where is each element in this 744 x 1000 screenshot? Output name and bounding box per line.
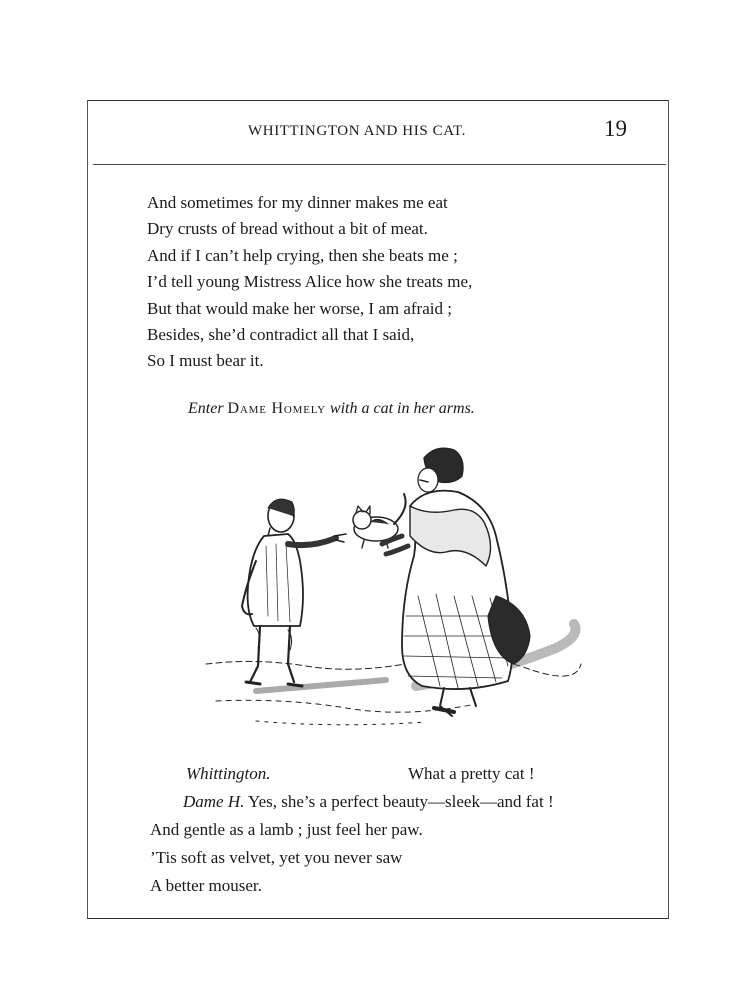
page-number: 19 xyxy=(604,116,627,141)
stage-rest: with a cat in her arms. xyxy=(329,400,475,417)
speech-whittington: What a pretty cat ! xyxy=(408,764,535,783)
verse-line: I’d tell young Mistress Alice how she treats me, xyxy=(147,272,473,292)
verse-line: So I must bear it. xyxy=(147,351,264,371)
boy-figure xyxy=(242,499,346,686)
engraving-illustration xyxy=(196,436,586,748)
speaker-whittington: Whittington. xyxy=(186,764,271,783)
dialogue-block xyxy=(150,760,650,900)
dialogue-line xyxy=(150,760,650,788)
dialogue-line: And gentle as a lamb ; just feel her paw. xyxy=(150,820,423,839)
character-name: Dame Homely xyxy=(227,400,326,417)
verse-line: Dry crusts of bread without a bit of meat. xyxy=(147,219,428,239)
stage-direction xyxy=(188,400,475,418)
dame-figure xyxy=(382,448,530,716)
dialogue-line xyxy=(150,788,650,816)
header-rule xyxy=(93,164,666,165)
verse-line: But that would make her worse, I am afraid ; xyxy=(147,298,452,318)
speech-dame: Yes, she’s a perfect beauty—sleek—and fat ! xyxy=(248,792,554,811)
running-title: WHITTINGTON AND HIS CAT. xyxy=(248,123,466,139)
verse-line: Besides, she’d contradict all that I said, xyxy=(147,325,415,345)
verse-block xyxy=(147,190,617,375)
dialogue-line: ’Tis soft as velvet, yet you never saw xyxy=(150,848,403,867)
dialogue-line: A better mouser. xyxy=(150,876,262,895)
verse-line: And sometimes for my dinner makes me eat xyxy=(147,193,448,212)
verse-line: And if I can’t help crying, then she beats me ; xyxy=(147,245,458,265)
stage-enter: Enter xyxy=(188,400,224,417)
speaker-dame: Dame H. xyxy=(183,792,245,811)
